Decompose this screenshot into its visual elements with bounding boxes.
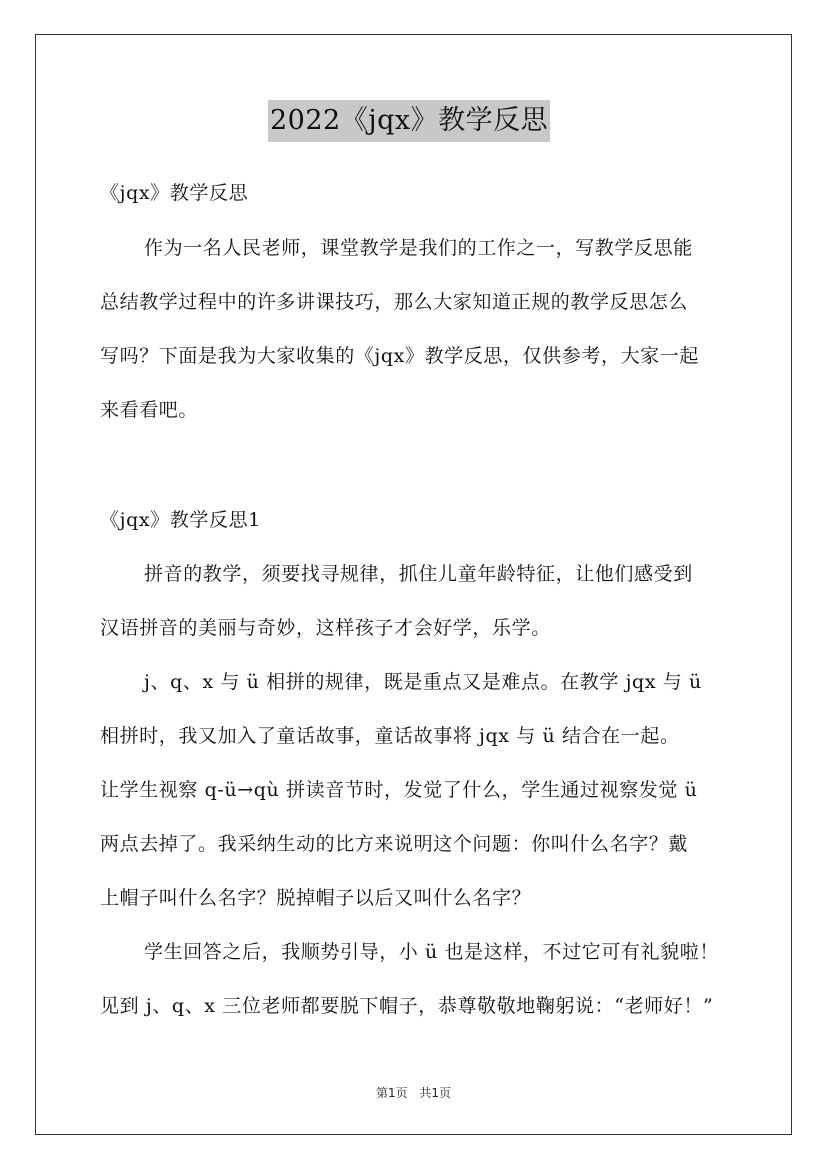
page-footer	[0, 1085, 827, 1101]
page-total: 共1页	[419, 1086, 452, 1100]
intro-line-3: 写吗？下面是我为大家收集的《jqx》教学反思，仅供参考，大家一起	[100, 345, 699, 367]
body-line-4: 相拼时，我又加入了童话故事，童话故事将 jqx 与 ü 结合在一起。	[100, 725, 680, 747]
page-number: 第1页	[375, 1086, 408, 1100]
intro-line-4: 来看看吧。	[100, 399, 199, 421]
body-line-7: 上帽子叫什么名字？脱掉帽子以后又叫什么名字？	[100, 887, 532, 909]
body-line-8: 学生回答之后，我顺势引导，小 ü 也是这样，不过它可有礼貌啦！	[144, 941, 719, 963]
document-heading: 《jqx》教学反思	[100, 182, 249, 204]
body-line-9: 见到 j、q、x 三位老师都要脱下帽子，恭尊敬敬地鞠躬说：“老师好！”	[100, 995, 714, 1017]
body-line-1: 拼音的教学，须要找寻规律，抓住儿童年龄特征，让他们感受到	[144, 563, 693, 585]
intro-line-1: 作为一名人民老师，课堂教学是我们的工作之一，写教学反思能	[144, 237, 693, 259]
body-line-5: 让学生视察 q-ü→qù 拼读音节时，发觉了什么，学生通过视察发觉 ü	[100, 779, 698, 801]
body-line-3: j、q、x 与 ü 相拼的规律，既是重点又是难点。在教学 jqx 与 ü	[144, 671, 702, 693]
body-line-2: 汉语拼音的美丽与奇妙，这样孩子才会好学，乐学。	[100, 617, 551, 639]
body-line-6: 两点去掉了。我采纳生动的比方来说明这个问题：你叫什么名字？戴	[100, 833, 689, 855]
intro-line-2: 总结教学过程中的许多讲课技巧，那么大家知道正规的教学反思怎么	[100, 291, 689, 313]
section-heading: 《jqx》教学反思1	[100, 509, 261, 531]
document-title: 2022《jqx》教学反思	[268, 100, 550, 142]
